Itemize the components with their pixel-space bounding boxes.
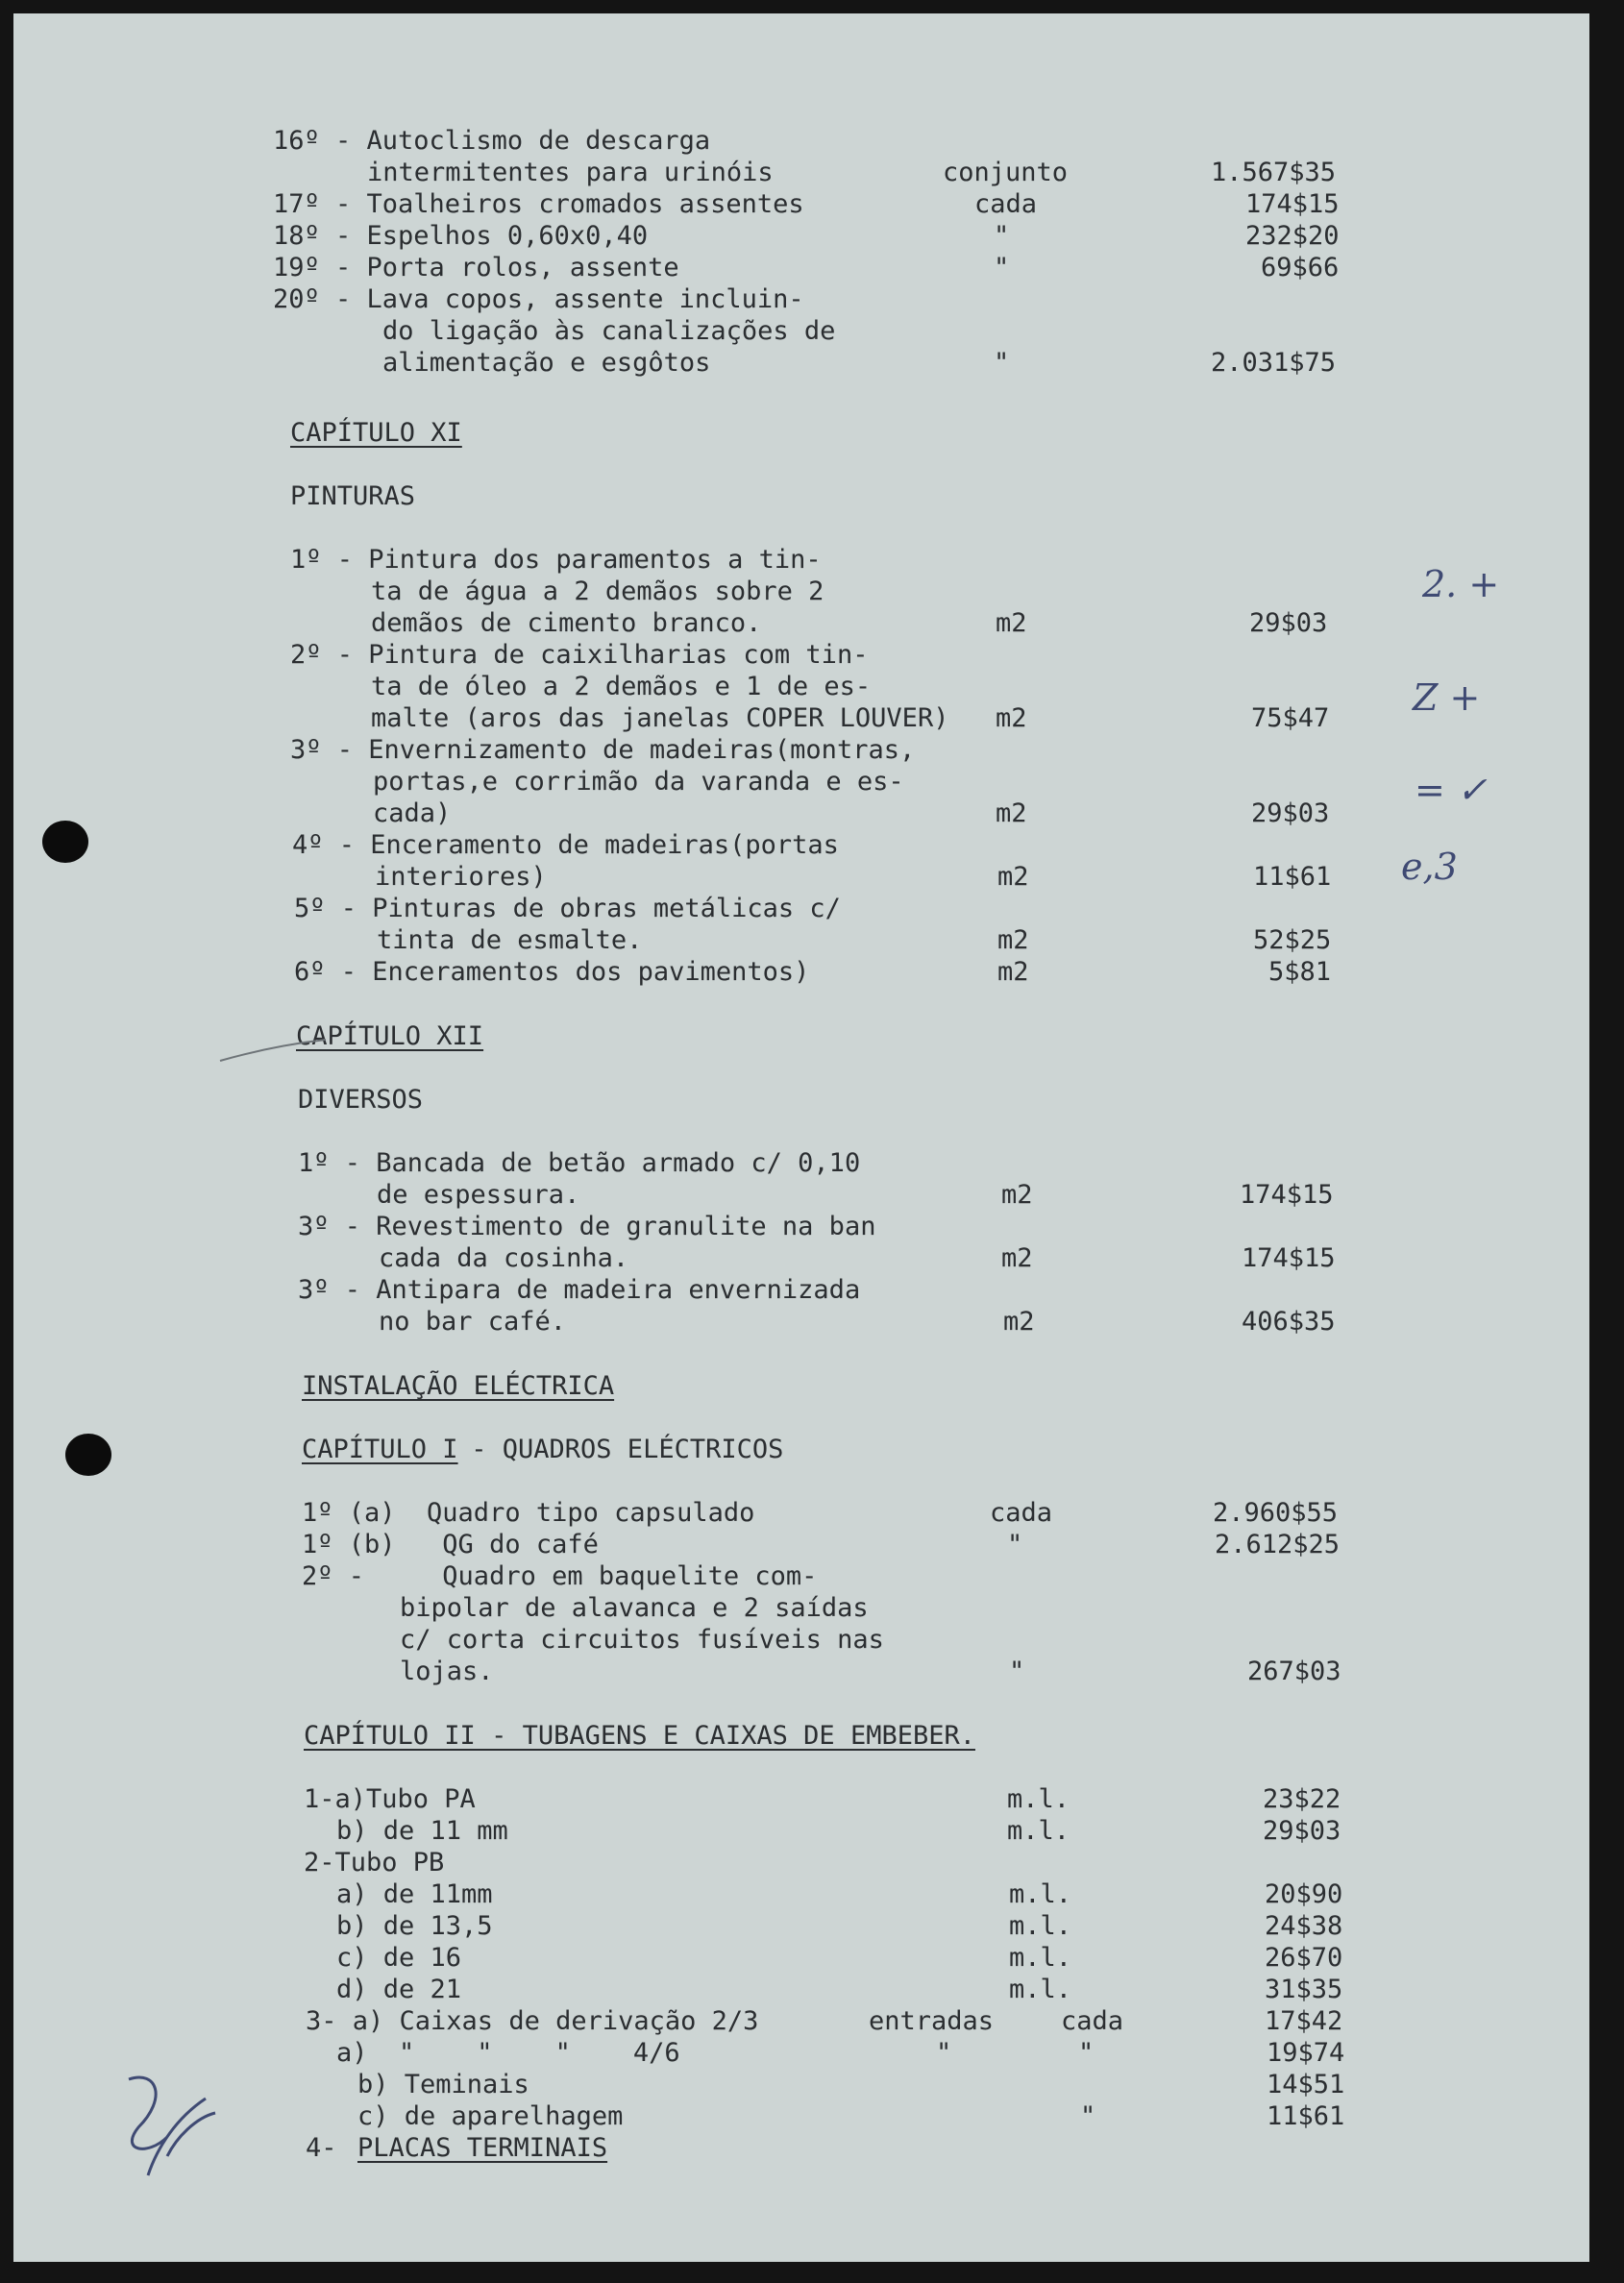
typed-line: PLACAS TERMINAIS (357, 2133, 608, 2163)
typed-line: " (936, 2038, 952, 2068)
typed-line: cada (1061, 2006, 1124, 2036)
typed-line: 14$51 (1267, 2070, 1345, 2099)
typed-line: b) de 11 mm (336, 1816, 508, 1846)
punch-hole-bottom (65, 1434, 111, 1476)
typed-line: 52$25 (1253, 925, 1332, 955)
typed-line: PINTURAS (290, 481, 416, 511)
typed-line: - QUADROS ELÉCTRICOS (455, 1435, 784, 1464)
handwritten-note: Z + (1413, 676, 1481, 719)
typed-line: entradas (869, 2006, 995, 2036)
handwritten-initials-signature (110, 2060, 225, 2195)
typed-line: a) de 11mm (336, 1879, 493, 1909)
typed-line: 3- a) Caixas de derivação 2/3 (306, 2006, 759, 2036)
typed-line: " (994, 348, 1010, 378)
typed-line: 1º (a) Quadro tipo capsulado (302, 1498, 755, 1528)
typed-line: cada (974, 189, 1038, 219)
typed-line: 2.960$55 (1213, 1498, 1339, 1528)
typed-line: 11$61 (1253, 862, 1332, 892)
typed-line: b) Teminais (357, 2070, 529, 2099)
typed-line: 11$61 (1267, 2101, 1345, 2131)
typed-line: m2 (996, 798, 1027, 828)
typed-line: " (1080, 2101, 1096, 2131)
typed-line: m2 (1001, 1180, 1033, 1210)
typed-line: m.l. (1009, 1943, 1072, 1973)
typed-line: 4- (306, 2133, 353, 2163)
typed-line: ta de óleo a 2 demãos e 1 de es- (371, 672, 872, 701)
typed-line: 31$35 (1265, 1975, 1343, 2004)
typed-line: CAPÍTULO I (302, 1435, 458, 1464)
typed-line: 6º - Enceramentos dos pavimentos) (294, 957, 810, 987)
typed-line: CAPÍTULO XI (290, 418, 462, 448)
typed-line: b) de 13,5 (336, 1911, 493, 1941)
typed-line: m2 (996, 703, 1027, 733)
pencil-stroke (215, 1032, 331, 1070)
typed-line: intermitentes para urinóis (367, 158, 774, 187)
typed-line: 1.567$35 (1211, 158, 1337, 187)
typed-line: lojas. (400, 1657, 494, 1686)
typed-line: 267$03 (1247, 1657, 1341, 1686)
typed-line: conjunto (943, 158, 1069, 187)
typed-line: m.l. (1007, 1784, 1070, 1814)
typed-line: 174$15 (1242, 1243, 1336, 1273)
typed-line: 174$15 (1240, 1180, 1334, 1210)
typed-line: portas,e corrimão da varanda e es- (373, 767, 904, 797)
typed-line: m.l. (1009, 1879, 1072, 1909)
typed-line: do ligação às canalizações de (382, 316, 836, 346)
typed-line: no bar café. (379, 1307, 567, 1337)
typed-line: 18º - Espelhos 0,60x0,40 (273, 221, 649, 251)
typed-line: de espessura. (377, 1180, 580, 1210)
typed-line: DIVERSOS (298, 1085, 424, 1115)
typed-line: INSTALAÇÃO ELÉCTRICA (302, 1371, 615, 1401)
typed-line: 19$74 (1267, 2038, 1345, 2068)
typed-line: 3º - Revestimento de granulite na ban (298, 1212, 876, 1241)
typed-line: 69$66 (1261, 253, 1340, 282)
typed-line: bipolar de alavanca e 2 saídas (400, 1593, 869, 1623)
typed-line: CAPÍTULO II - TUBAGENS E CAIXAS DE EMBEBER. (304, 1721, 975, 1751)
typed-line: alimentação e esgôtos (382, 348, 711, 378)
typed-line: m2 (996, 608, 1027, 638)
typed-line: m2 (997, 862, 1029, 892)
document-page (13, 13, 1589, 2262)
typed-line: 29$03 (1263, 1816, 1341, 1846)
typed-line: 232$20 (1245, 221, 1340, 251)
typed-line: 2º - Pintura de caixilharias com tin- (290, 640, 869, 670)
typed-line: ta de água a 2 demãos sobre 2 (371, 577, 824, 606)
typed-line: 2.031$75 (1211, 348, 1337, 378)
typed-line: m.l. (1007, 1816, 1070, 1846)
typed-line: 2.612$25 (1215, 1530, 1341, 1559)
punch-hole-top (42, 821, 88, 863)
typed-line: cada da cosinha. (379, 1243, 629, 1273)
typed-line: 2º - Quadro em baquelite com- (302, 1561, 818, 1591)
typed-line: 20º - Lava copos, assente incluin- (273, 284, 804, 314)
typed-line: cada (990, 1498, 1053, 1528)
typed-line: malte (aros das janelas COPER LOUVER) (371, 703, 949, 733)
typed-line: 2-Tubo PB (304, 1848, 445, 1878)
typed-line: m2 (997, 957, 1029, 987)
typed-line: 5º - Pinturas de obras metálicas c/ (294, 894, 841, 923)
handwritten-note: 2. + (1422, 563, 1500, 605)
typed-line: m2 (1003, 1307, 1035, 1337)
typed-line: 17º - Toalheiros cromados assentes (273, 189, 804, 219)
handwritten-note: e,3 (1401, 846, 1458, 888)
typed-line: 1º - Bancada de betão armado c/ 0,10 (298, 1148, 861, 1178)
typed-line: demãos de cimento branco. (371, 608, 762, 638)
typed-line: 3º - Envernizamento de madeiras(montras, (290, 735, 916, 765)
typed-line: 1º (b) QG do café (302, 1530, 599, 1559)
typed-line: 29$03 (1249, 608, 1328, 638)
typed-line: interiores) (375, 862, 547, 892)
typed-line: 1-a)Tubo PA (304, 1784, 476, 1814)
typed-line: 75$47 (1251, 703, 1330, 733)
typed-line: 20$90 (1265, 1879, 1343, 1909)
typed-line: m.l. (1009, 1911, 1072, 1941)
typed-line: m2 (997, 925, 1029, 955)
typed-line: c) de aparelhagem (357, 2101, 624, 2131)
typed-line: 19º - Porta rolos, assente (273, 253, 679, 282)
typed-line: a) " " " 4/6 (336, 2038, 680, 2068)
typed-line: c) de 16 (336, 1943, 462, 1973)
typed-line: 406$35 (1242, 1307, 1336, 1337)
typed-line: " (994, 253, 1010, 282)
typed-line: 3º - Antipara de madeira envernizada (298, 1275, 861, 1305)
typed-line: 5$81 (1268, 957, 1332, 987)
typed-line: tinta de esmalte. (377, 925, 643, 955)
typed-line: " (1078, 2038, 1095, 2068)
typed-line: 1º - Pintura dos paramentos a tin- (290, 545, 822, 575)
typed-line: c/ corta circuitos fusíveis nas (400, 1625, 884, 1655)
typed-line: 26$70 (1265, 1943, 1343, 1973)
handwritten-note: = ✓ (1415, 769, 1488, 811)
typed-line: 29$03 (1251, 798, 1330, 828)
typed-line: " (994, 221, 1010, 251)
typed-line: 4º - Enceramento de madeiras(portas (292, 830, 839, 860)
typed-line: 23$22 (1263, 1784, 1341, 1814)
typed-line: 16º - Autoclismo de descarga (273, 126, 711, 156)
typed-line: 24$38 (1265, 1911, 1343, 1941)
typed-line: CAPÍTULO XII (296, 1021, 484, 1051)
typed-line: cada) (373, 798, 452, 828)
typed-line: 17$42 (1265, 2006, 1343, 2036)
typed-line: m.l. (1009, 1975, 1072, 2004)
typed-line: " (1009, 1657, 1025, 1686)
typed-line: " (1007, 1530, 1023, 1559)
typed-line: m2 (1001, 1243, 1033, 1273)
typed-line: d) de 21 (336, 1975, 462, 2004)
typed-line: 174$15 (1245, 189, 1340, 219)
